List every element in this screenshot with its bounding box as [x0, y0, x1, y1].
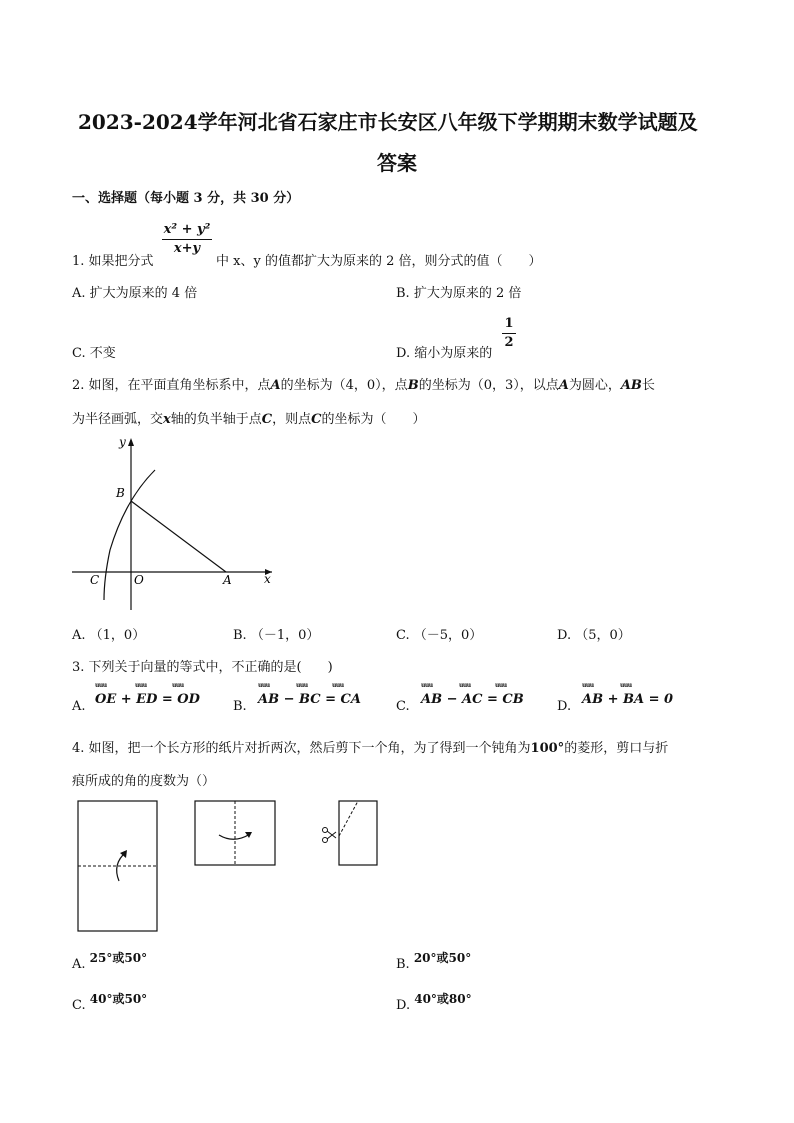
document-title-line1: 2023-2024学年河北省石家庄市长安区八年级下学期期末数学试题及 — [78, 110, 698, 134]
point-c-label: C — [311, 412, 322, 427]
q4-option-a[interactable] — [72, 951, 148, 972]
q4-angle: 100° — [530, 741, 565, 756]
q1-d-numerator: 1 — [504, 316, 514, 331]
q4-d-label: D. — [396, 998, 411, 1013]
q2-text: 为半径画弧，交 — [72, 412, 164, 427]
paper-quarter — [339, 801, 377, 865]
q1-d-denominator: 2 — [504, 335, 514, 350]
q4-option-c[interactable] — [72, 992, 148, 1013]
vector-arrow-mark: uuu — [620, 682, 632, 689]
fig-o-label: O — [134, 573, 144, 587]
vector-arrow-mark: uuu — [95, 682, 107, 689]
q2-text: 轴的负半轴于点 — [170, 412, 262, 427]
q2-coordinate-figure — [70, 430, 280, 615]
fig-b-label: B — [116, 486, 125, 500]
y-axis-arrow — [128, 438, 134, 446]
point-a-label: A — [270, 378, 281, 393]
q3-option-d-label[interactable]: D. — [557, 699, 572, 714]
cut-line — [339, 801, 358, 836]
q1-fraction — [162, 222, 212, 257]
q3-option-a-expr: OE + ED = OD — [95, 692, 200, 707]
fig-y-label: y — [119, 435, 126, 449]
q4-folding-figure — [74, 798, 384, 934]
fig-x-label: x — [264, 572, 271, 586]
q4-d-value: 40°或80° — [414, 992, 472, 1006]
point-a-label: A — [558, 378, 569, 393]
q1-option-d-fraction — [502, 316, 516, 351]
q2-text: 的坐标为（ ） — [321, 412, 426, 427]
fold-arrow-head — [245, 832, 252, 838]
vector-arrow-mark: uuu — [582, 682, 594, 689]
q2-stem-line2 — [72, 408, 426, 427]
fig-c-label: C — [90, 573, 100, 587]
document-title-line2: 答案 — [377, 151, 417, 175]
q3-option-a[interactable] — [95, 682, 200, 707]
segment-ab — [131, 501, 226, 572]
q4-stem-line1 — [72, 737, 668, 756]
q4-stem-line2: 痕所成的角的度数为（） — [72, 774, 216, 789]
vector-arrow-mark: uuu — [459, 682, 471, 689]
q1-fraction-bar — [162, 239, 212, 240]
arc-from-a — [104, 470, 155, 600]
q2-option-c[interactable]: C. （－5，0） — [396, 628, 483, 643]
vector-arrow-mark: uuu — [296, 682, 308, 689]
q1-option-d[interactable]: D. 缩小为原来的 — [396, 346, 493, 361]
q2-stem-line1 — [72, 374, 655, 393]
q1-option-c[interactable]: C. 不变 — [72, 346, 116, 361]
q2-text: 的坐标为（0，3），以点 — [418, 378, 559, 393]
q1-d-bar — [502, 333, 516, 334]
q4-text: 4. 如图，把一个长方形的纸片对折两次，然后剪下一个角，为了得到一个钝角为 — [72, 741, 531, 756]
q3-option-b[interactable] — [258, 682, 361, 707]
point-c-label: C — [261, 412, 273, 427]
q3-option-c-label[interactable]: C. — [396, 699, 410, 714]
q3-option-d-expr: AB + BA = 0 — [582, 692, 674, 707]
q2-option-b[interactable]: B. （－1，0） — [233, 628, 320, 643]
vector-arrow-mark: uuu — [135, 682, 147, 689]
q1-prefix: 1. 如果把分式 — [72, 254, 154, 269]
q3-option-c[interactable] — [421, 682, 524, 707]
q4-a-label: A. — [72, 957, 86, 972]
vector-arrow-mark: uuu — [172, 682, 184, 689]
q3-option-d[interactable] — [582, 682, 674, 707]
point-b-label: B — [407, 378, 419, 393]
fig-a-label: A — [223, 573, 232, 587]
q3-option-a-label[interactable]: A. — [72, 699, 86, 714]
q3-option-b-label[interactable]: B. — [233, 699, 247, 714]
q1-option-b[interactable]: B. 扩大为原来的 2 倍 — [396, 286, 522, 301]
q4-b-label: B. — [396, 957, 410, 972]
q2-text: ，则点 — [272, 412, 312, 427]
q4-option-b[interactable] — [396, 951, 472, 972]
q4-a-value: 25°或50° — [89, 951, 148, 965]
vector-arrow-mark: uuu — [332, 682, 344, 689]
vector-arrow-mark: uuu — [421, 682, 433, 689]
q4-c-label: C. — [72, 998, 86, 1013]
q4-b-value: 20°或50° — [413, 951, 472, 965]
q2-text: 2. 如图，在平面直角坐标系中，点 — [72, 378, 271, 393]
q1-suffix: 中 x、y 的值都扩大为原来的 2 倍，则分式的值（ ） — [216, 254, 542, 269]
x-axis-label: x — [163, 412, 171, 427]
scissors-icon — [323, 828, 337, 843]
q3-option-b-expr: AB − BC = CA — [258, 692, 361, 707]
q2-option-d[interactable]: D. （5，0） — [557, 628, 631, 643]
q1-option-a[interactable]: A. 扩大为原来的 4 倍 — [72, 286, 198, 301]
q2-option-a[interactable]: A. （1，0） — [72, 628, 146, 643]
q4-option-d[interactable] — [396, 992, 472, 1013]
q3-stem: 3. 下列关于向量的等式中，不正确的是( ) — [72, 660, 333, 675]
q4-text: 的菱形，剪口与折 — [564, 741, 669, 756]
vector-arrow-mark: uuu — [258, 682, 270, 689]
q2-text: 长 — [641, 378, 655, 393]
q1-fraction-numerator: x² + y² — [163, 222, 211, 237]
vector-arrow-mark: uuu — [495, 682, 507, 689]
segment-ab-label: AB — [620, 378, 642, 393]
q1-fraction-denominator: x+y — [173, 241, 201, 256]
q2-text: 的坐标为（4，0），点 — [280, 378, 408, 393]
q3-option-c-expr: AB − AC = CB — [421, 692, 524, 707]
q2-text: 为圆心， — [568, 378, 621, 393]
section-heading: 一、选择题（每小题 3 分，共 30 分） — [72, 191, 300, 206]
q4-c-value: 40°或50° — [89, 992, 148, 1006]
